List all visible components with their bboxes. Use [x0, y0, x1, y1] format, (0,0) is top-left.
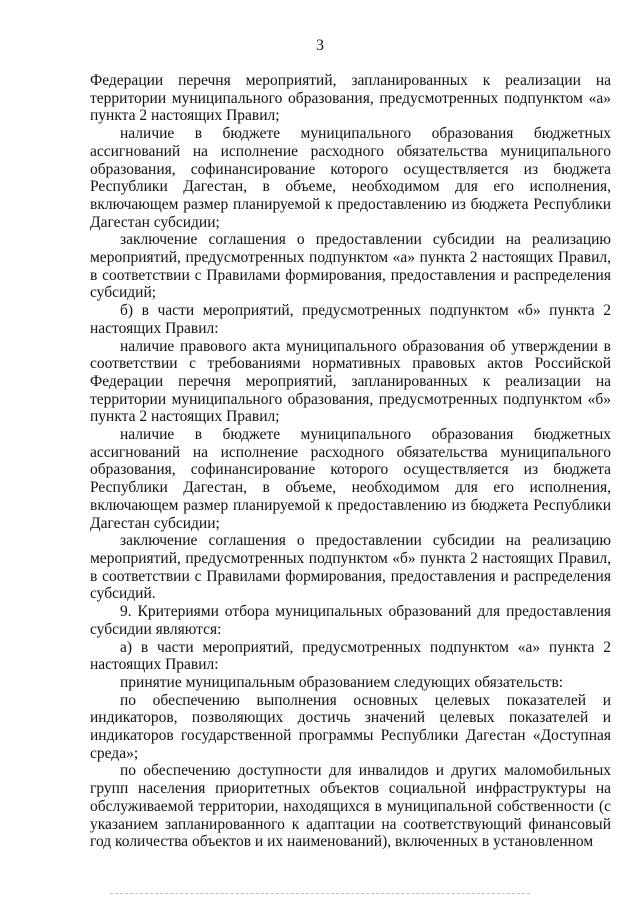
paragraph: наличие в бюджете муниципального образования бюджетных ассигнований на исполнение расходного обязательства муниципального образования, софинансирование которого осуществляется из бюджета Республики Дагестан, в объеме, необходимом для его исполнения, включающем размер планируемой к предоставлению из бюджета Республики Дагестан субсидии; [90, 426, 611, 532]
paragraph: наличие правового акта муниципального образования об утверждении в соответствии с требованиями нормативных правовых актов Российской Федерации перечня мероприятий, запланированных к реализации на территории муниципального образования, предусмотренных подпунктом «б» пункта 2 настоящих Правил; [90, 337, 611, 426]
paragraph: по обеспечению доступности для инвалидов и других маломобильных групп населения приоритетных объектов социальной инфраструктуры на обслуживаемой территории, находящихся в муниципальной собственности (с указанием запланированного к адаптации на соответствующий финансовый год количества объектов и их наименований), включенных в установленном [90, 762, 611, 851]
document-body [90, 72, 611, 851]
page-number: 3 [316, 37, 324, 54]
scan-artifact-line [110, 893, 530, 894]
paragraph: б) в части мероприятий, предусмотренных подпунктом «б» пункта 2 настоящих Правил: [90, 302, 611, 337]
paragraph: принятие муниципальным образованием следующих обязательств: [120, 673, 564, 691]
paragraph: наличие в бюджете муниципального образования бюджетных ассигнований на исполнение расходного обязательства муниципального образования, софинансирование которого осуществляется из бюджета Республики Дагестан, в объеме, необходимом для его исполнения, включающем размер планируемой к предоставлению из бюджета Республики Дагестан субсидии; [90, 125, 611, 231]
paragraph: а) в части мероприятий, предусмотренных подпунктом «а» пункта 2 настоящих Правил: [90, 638, 611, 674]
paragraph: по обеспечению выполнения основных целевых показателей и индикаторов, позволяющих достичь значений целевых показателей и индикаторов государственной программы Республики Дагестан «Доступная среда»; [90, 691, 611, 762]
paragraph: заключение соглашения о предоставлении субсидии на реализацию мероприятий, предусмотренных подпунктом «б» пункта 2 настоящих Правил, в соответствии с Правилами формирования, предоставления и распределения субсидий. [90, 532, 611, 603]
paragraph: 9. Критериями отбора муниципальных образований для предоставления субсидии являются: [90, 603, 611, 638]
paragraph: Федерации перечня мероприятий, запланированных к реализации на территории муниципального образования, предусмотренных подпунктом «а» пункта 2 настоящих Правил; [90, 72, 611, 125]
paragraph: заключение соглашения о предоставлении субсидии на реализацию мероприятий, предусмотренных подпунктом «а» пункта 2 настоящих Правил, в соответствии с Правилами формирования, предоставления и распределения субсидий; [90, 231, 611, 302]
